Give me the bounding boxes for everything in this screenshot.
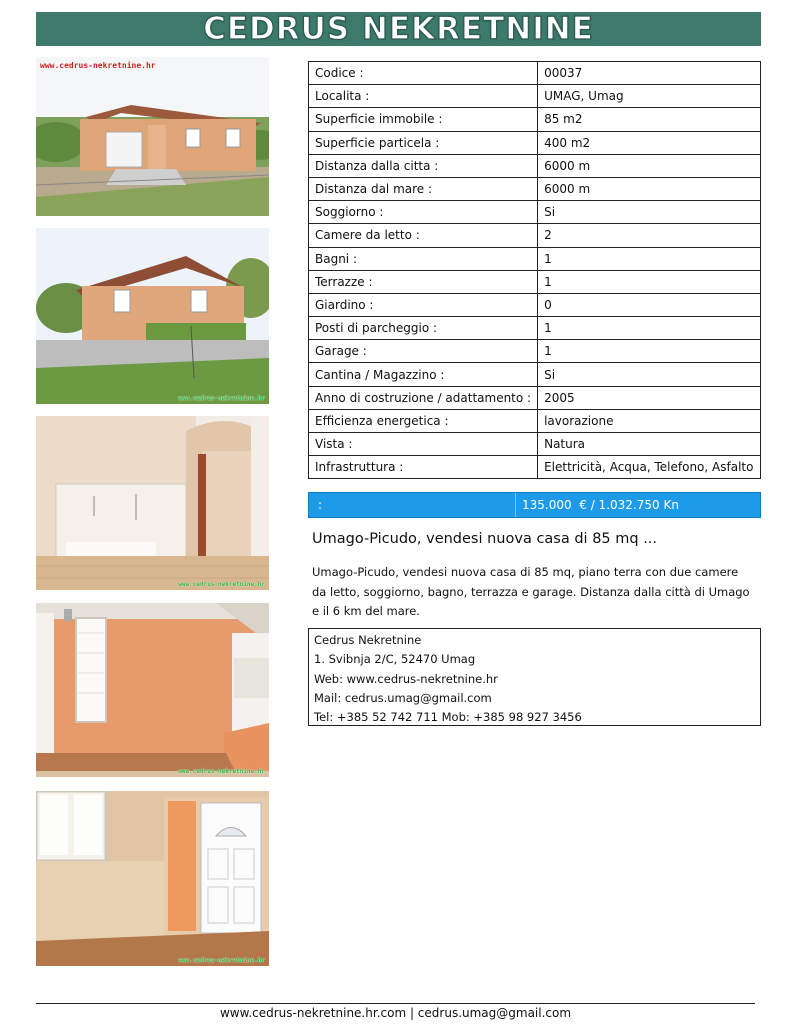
price-row — [308, 492, 761, 518]
contact-phone: Tel: +385 52 742 711 Mob: +385 98 927 3456 — [314, 710, 582, 725]
details-row — [309, 62, 761, 85]
details-row — [309, 433, 761, 456]
details-label: Garage : — [309, 340, 538, 363]
details-row — [309, 340, 761, 363]
details-value: Si — [538, 201, 761, 224]
photo-watermark: www.cedrus-nekretnine.hr — [178, 957, 265, 964]
details-label: Anno di costruzione / adattamento : — [309, 386, 538, 409]
details-label: Distanza dal mare : — [309, 177, 538, 200]
footer-text[interactable]: www.cedrus-nekretnine.hr.com | cedrus.umag@gmail.com — [219, 1006, 572, 1020]
details-value: 1 — [538, 270, 761, 293]
footer-divider — [36, 1003, 755, 1004]
details-row — [309, 201, 761, 224]
details-value: 85 m2 — [538, 108, 761, 131]
details-value: 400 m2 — [538, 131, 761, 154]
details-label: Cantina / Magazzino : — [309, 363, 538, 386]
contact-box — [308, 628, 761, 726]
details-row — [309, 154, 761, 177]
contact-address: 1. Svibnja 2/C, 52470 Umag — [314, 652, 476, 667]
details-value: UMAG, Umag — [538, 85, 761, 108]
contact-company: Cedrus Nekretnine — [314, 633, 422, 647]
details-value: Si — [538, 363, 761, 386]
details-value: lavorazione — [538, 409, 761, 432]
details-row — [309, 293, 761, 316]
listing-description: Umago-Picudo, vendesi nuova casa di 85 mq, piano terra con due camere da letto, soggiorno, bagno, terrazza e garage. Distanza dalla città di Umago e il 6 km del mare. — [312, 565, 750, 618]
entrance-door-photo[interactable] — [36, 791, 269, 966]
details-label: Efficienza energetica : — [309, 409, 538, 432]
details-value: Elettricità, Acqua, Telefono, Asfalto — [538, 456, 761, 479]
photo-watermark: www.cedrus-nekretnine.hr — [178, 768, 265, 775]
photo-watermark: www.cedrus-nekretnine.hr — [178, 395, 265, 402]
kitchen-photo[interactable] — [36, 416, 269, 590]
details-row — [309, 247, 761, 270]
details-value: 2 — [538, 224, 761, 247]
details-value: 1 — [538, 247, 761, 270]
page-title: CEDRUS NEKRETNINE — [203, 11, 594, 47]
details-label: Bagni : — [309, 247, 538, 270]
details-row — [309, 85, 761, 108]
details-value: Natura — [538, 433, 761, 456]
price-label: : — [309, 493, 516, 517]
details-value: 0 — [538, 293, 761, 316]
details-row — [309, 456, 761, 479]
details-label: Posti di parcheggio : — [309, 317, 538, 340]
details-label: Localita : — [309, 85, 538, 108]
price-value: 135.000 € / 1.032.750 Kn — [522, 498, 679, 512]
details-row — [309, 131, 761, 154]
details-label: Giardino : — [309, 293, 538, 316]
details-value: 2005 — [538, 386, 761, 409]
details-row — [309, 108, 761, 131]
contact-mail-link[interactable]: Mail: cedrus.umag@gmail.com — [314, 690, 492, 705]
property-details-table — [308, 61, 761, 479]
details-row — [309, 317, 761, 340]
house-front-photo[interactable] — [36, 57, 269, 216]
details-row — [309, 363, 761, 386]
house-side-photo[interactable] — [36, 228, 269, 404]
header-banner — [36, 12, 761, 46]
details-label: Distanza dalla citta : — [309, 154, 538, 177]
details-value: 1 — [538, 340, 761, 363]
details-value: 1 — [538, 317, 761, 340]
details-value: 6000 m — [538, 154, 761, 177]
details-label: Codice : — [309, 62, 538, 85]
details-row — [309, 409, 761, 432]
contact-web-link[interactable]: Web: www.cedrus-nekretnine.hr — [314, 671, 498, 686]
listing-headline: Umago-Picudo, vendesi nuova casa di 85 mq ... — [312, 531, 658, 547]
details-label: Superficie immobile : — [309, 108, 538, 131]
details-label: Terrazze : — [309, 270, 538, 293]
details-label: Infrastruttura : — [309, 456, 538, 479]
details-label: Vista : — [309, 433, 538, 456]
details-row — [309, 177, 761, 200]
details-label: Soggiorno : — [309, 201, 538, 224]
terrace-photo[interactable] — [36, 603, 269, 777]
details-value: 00037 — [538, 62, 761, 85]
details-row — [309, 386, 761, 409]
details-value: 6000 m — [538, 177, 761, 200]
details-row — [309, 270, 761, 293]
photo-watermark: www.cedrus-nekretnine.hr — [40, 61, 156, 70]
photo-watermark: www.cedrus-nekretnine.hr — [178, 581, 265, 588]
details-label: Superficie particela : — [309, 131, 538, 154]
details-row — [309, 224, 761, 247]
details-label: Camere da letto : — [309, 224, 538, 247]
